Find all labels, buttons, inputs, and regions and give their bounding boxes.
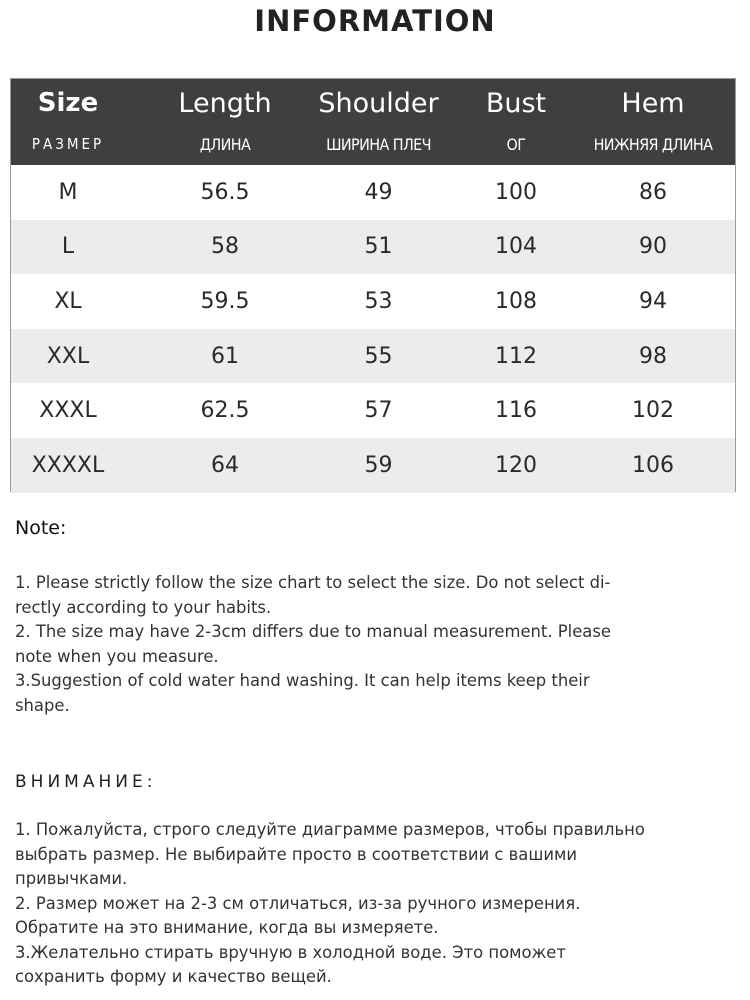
note-line: Обратите на это внимание, когда вы измеряете. bbox=[15, 918, 439, 937]
measurement-cell: 102 bbox=[632, 398, 674, 424]
note-line: 2. The size may have 2-3cm differs due to manual measurement. Please bbox=[15, 622, 611, 641]
header-hem bbox=[571, 79, 735, 165]
measurement-cell: 90 bbox=[639, 234, 667, 260]
header-bust-label: Bust bbox=[485, 88, 547, 119]
header-hem-label: Hem bbox=[621, 88, 685, 119]
measurement-cell: 106 bbox=[632, 452, 674, 478]
measurement-cell: 64 bbox=[211, 452, 239, 478]
note-line: сохранить форму и качество вещей. bbox=[15, 967, 332, 986]
note-heading: Note: bbox=[15, 517, 67, 539]
header-length bbox=[125, 79, 325, 165]
size-cell: XXXXL bbox=[31, 452, 105, 478]
measurement-cell: 104 bbox=[495, 234, 537, 260]
table-row bbox=[11, 329, 735, 384]
page-title: INFORMATION bbox=[254, 4, 496, 38]
measurement-cell: 94 bbox=[639, 288, 667, 314]
measurement-cell: 61 bbox=[211, 343, 239, 369]
note-line: 1. Please strictly follow the size chart to select the size. Do not select di- bbox=[15, 573, 611, 592]
attention-section bbox=[15, 772, 725, 990]
header-length-label-ru: ДЛИНА bbox=[199, 135, 251, 154]
table-row bbox=[11, 274, 735, 329]
measurement-cell: 55 bbox=[364, 343, 393, 369]
table-row bbox=[11, 165, 735, 220]
header-size-label-ru: РАЗМЕР bbox=[31, 135, 105, 153]
measurement-cell: 56.5 bbox=[200, 179, 250, 205]
header-length-label: Length bbox=[178, 88, 272, 119]
note-line: note when you measure. bbox=[15, 646, 219, 666]
note-list bbox=[15, 571, 725, 718]
size-cell: L bbox=[61, 234, 75, 260]
note-line: 3.Suggestion of cold water hand washing. It can help items keep their bbox=[15, 671, 590, 690]
size-cell: XXXL bbox=[39, 398, 97, 424]
table-row bbox=[11, 220, 735, 275]
header-size-label: Size bbox=[37, 88, 99, 118]
measurement-cell: 53 bbox=[364, 288, 393, 314]
measurement-cell: 108 bbox=[495, 288, 537, 314]
note-section bbox=[15, 517, 725, 718]
note-line: shape. bbox=[15, 695, 70, 715]
note-line: 2. Размер может на 2-3 см отличаться, из-за ручного измерения. bbox=[15, 893, 581, 913]
measurement-cell: 112 bbox=[495, 343, 537, 369]
header-bust-label-ru: ОГ bbox=[506, 135, 526, 154]
header-bust bbox=[461, 79, 571, 165]
measurement-cell: 62.5 bbox=[200, 398, 250, 424]
measurement-cell: 100 bbox=[495, 179, 537, 205]
size-cell: M bbox=[58, 179, 78, 205]
measurement-cell: 58 bbox=[211, 234, 239, 260]
measurement-cell: 120 bbox=[495, 452, 537, 478]
attention-list bbox=[15, 818, 725, 990]
measurement-cell: 49 bbox=[364, 179, 393, 205]
note-line: 3.Желательно стирать вручную в холодной воде. Это поможет bbox=[15, 942, 566, 962]
header-size bbox=[11, 79, 125, 165]
measurement-cell: 51 bbox=[364, 234, 393, 260]
size-cell: XXL bbox=[46, 343, 90, 369]
measurement-cell: 59 bbox=[364, 452, 393, 478]
size-chart-table bbox=[10, 78, 736, 492]
measurement-cell: 98 bbox=[639, 343, 667, 369]
table-row bbox=[11, 438, 735, 493]
attention-heading: ВНИМАНИЕ: bbox=[15, 772, 157, 792]
measurement-cell: 57 bbox=[364, 398, 393, 424]
header-shoulder bbox=[311, 79, 446, 165]
header-hem-label-ru: НИЖНЯЯ ДЛИНА bbox=[593, 135, 713, 154]
size-cell: XL bbox=[54, 288, 82, 314]
header-shoulder-label-ru: ШИРИНА ПЛЕЧ bbox=[326, 135, 431, 154]
table-header bbox=[11, 79, 735, 165]
note-line: выбрать размер. Не выбирайте просто в соответствии с вашими bbox=[15, 844, 577, 864]
header-shoulder-label: Shoulder bbox=[318, 88, 439, 119]
table-row bbox=[11, 383, 735, 438]
note-line: 1. Пожалуйста, строго следуйте диаграмме размеров, чтобы правильно bbox=[15, 820, 645, 839]
measurement-cell: 59.5 bbox=[200, 288, 250, 314]
measurement-cell: 116 bbox=[495, 398, 537, 424]
note-line: привычками. bbox=[15, 869, 128, 888]
note-line: rectly according to your habits. bbox=[15, 597, 272, 617]
measurement-cell: 86 bbox=[639, 179, 667, 205]
